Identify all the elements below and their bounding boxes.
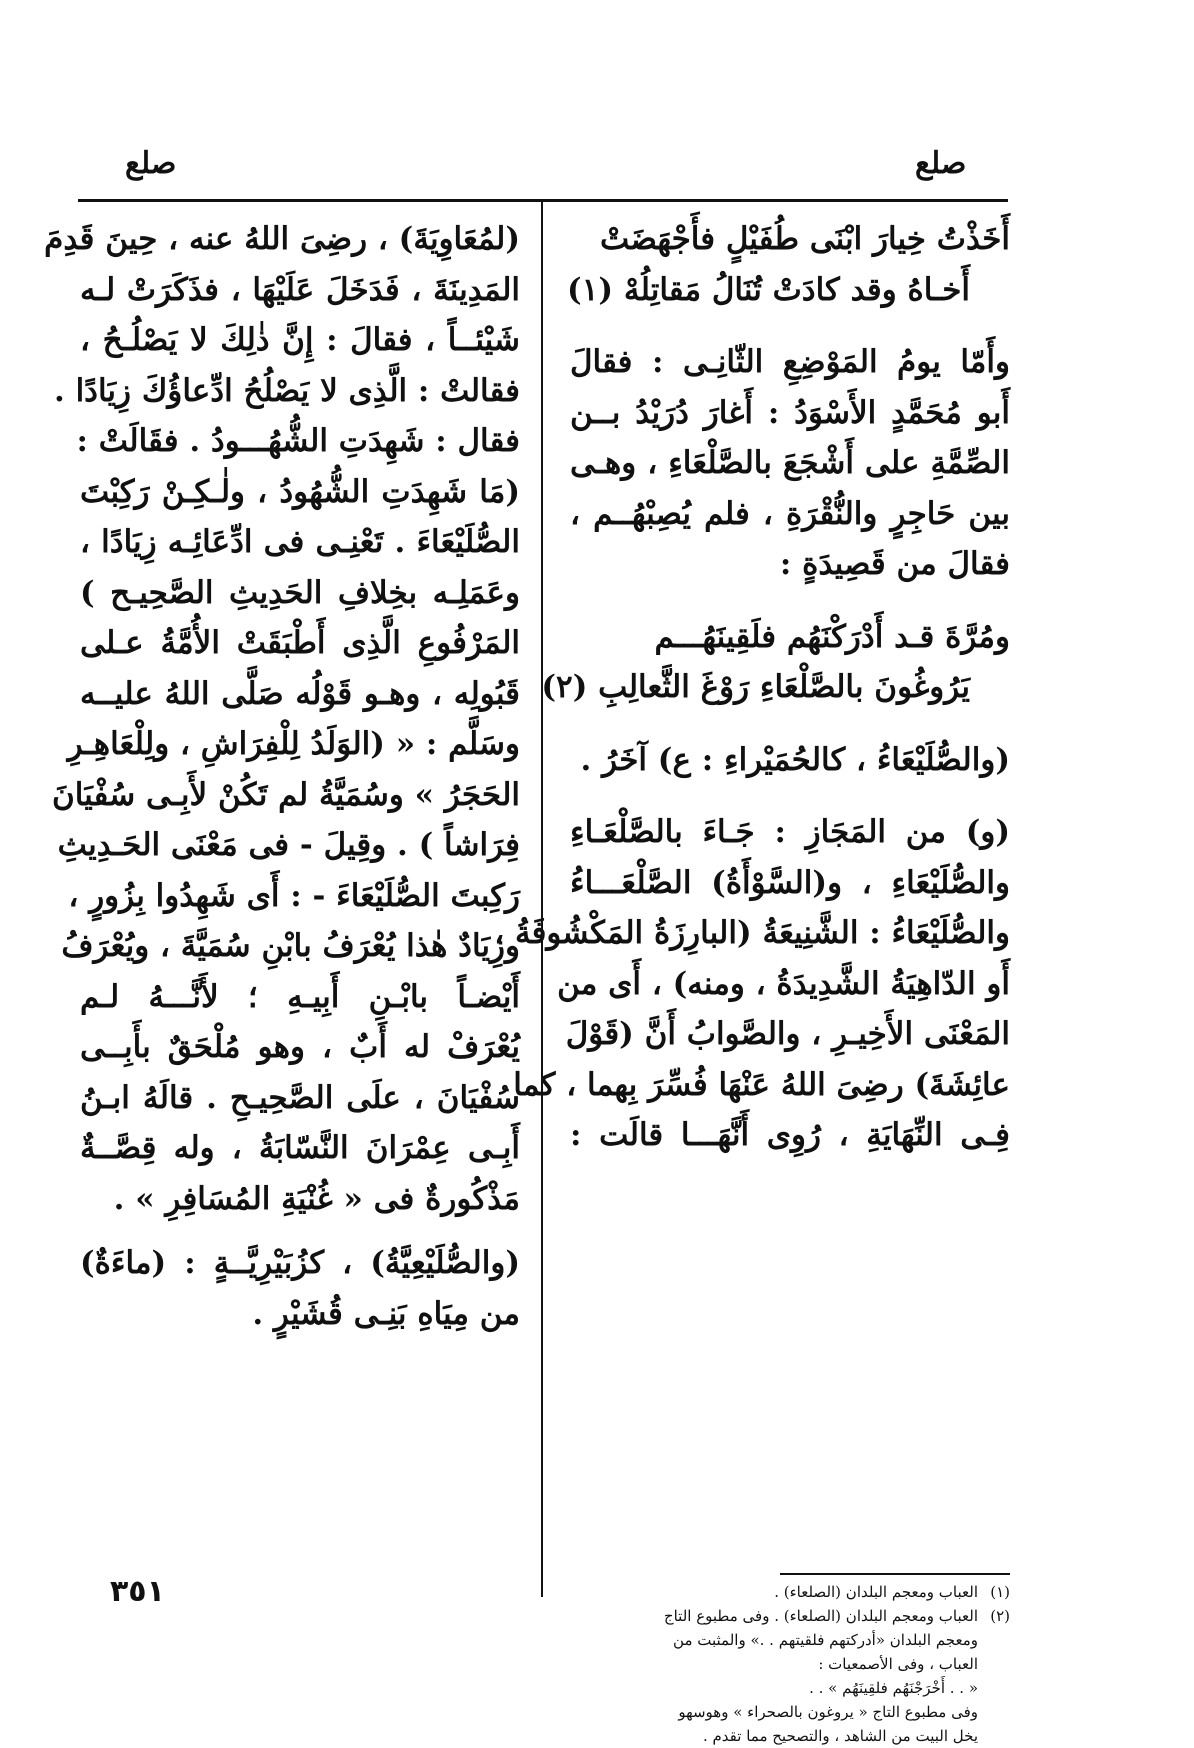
text-line: قَبُولِه ، وهـو قَوْلُه صَلَّى اللهُ عليــه (80, 675, 520, 712)
footnote-text: « . . أَخْرَجْنَهُم فلقِينَهُم » . . (809, 1679, 978, 1697)
header-rule (78, 199, 1008, 202)
text-line: الصُّلَيْعَاءَ . تَعْنِـى فى ادِّعَائِـه زِيَادًا ، (80, 524, 520, 560)
spacer (570, 590, 1010, 612)
text-line: فِـى النِّهَايَةِ ، رُوِى أَنَّهَـــا قالَت : (570, 1117, 1010, 1153)
spacer (80, 1224, 520, 1238)
text-line: المَعْنَى الأَخِيـرِ ، والصَّوابُ أَنَّ (قَوْلَ (565, 1016, 1010, 1052)
footnote-line (570, 1604, 1010, 1628)
text-line: وزِيَادٌ هٰذا يُعْرَفُ بابْنِ سُمَيَّةَ ، ويُعْرَفُ (61, 928, 520, 964)
right-column (494, 214, 1010, 1161)
footnote-text: العباب ومعجم البلدان (الصلعاء) . وفى مطبوع التاج (663, 1607, 978, 1625)
verse-line: أَخَذْتُ خِيارَ ابْنَى طُفَيْلٍ فأَجْهَضَتْ (600, 221, 1010, 257)
text-line: أَيْضـاً بابْـنِ أَبِيـهِ ؛ لأَنَّـــهُ لـم (80, 978, 520, 1015)
text-line: أَبو مُحَمَّدٍ الأَسْوَدُ : أَغارَ دُرَيْدُ بــن (570, 394, 1010, 431)
footnote-text: وفى مطبوع التاج « يروغون بالصحراء » وهوسهو (678, 1703, 978, 1721)
footnote-line (570, 1700, 1010, 1724)
text-line: شَيْئــاً ، فقالَ : إِنَّ ذٰلِكَ لا يَصْلُـحُ ، (80, 322, 520, 358)
footnote-line (570, 1652, 1010, 1676)
text-line: (لمُعَاوِيَةَ) ، رضِىَ اللهُ عنه ، حِينَ قَدِمَ (44, 221, 520, 257)
text-line: عائِشَةَ) رضِىَ اللهُ عَنْهَا فُسِّرَ بِهما ، كما (513, 1066, 1010, 1103)
footnote-rule (780, 1573, 1010, 1575)
text-line: فقالتْ : الَّذِى لا يَصْلُحُ ادِّعاؤُكَ زِيَادًا . (53, 372, 520, 409)
text-line: فقال : شَهِدَتِ الشُّهُـــودُ . فقَالَتْ : (76, 423, 520, 459)
text-line: وسَلَّم : « (الوَلَدُ لِلْفِرَاشِ ، ولِلْعَاهِـرِ (67, 726, 520, 762)
text-line: والصُّلَيْعَاءُ : الشَّنِيعَةُ (البارِزَةُ المَكْشُوفَةُ ، (494, 915, 1010, 951)
text-line: أَو الدّاهِيَةُ الشَّدِيدَةُ ، ومنه) ، أَى من (557, 965, 1010, 1002)
spacer (570, 713, 1010, 735)
text-line: المَرْفُوعِ الَّذِى أَطْبَقَتْ الأُمَّةُ عـلى (80, 625, 520, 661)
text-line: المَدِينَةَ ، فَدَخَلَ عَلَيْهَا ، فذَكَرَتْ لـه (80, 271, 520, 308)
spacer (570, 315, 1010, 337)
verse-line: ومُرَّةَ قـد أَدْرَكْنَهُم فلَقِينَهُـــم (654, 618, 1010, 655)
text-line: (والصُّلَيْعِيَّةُ) ، كزُبَيْرِيَّــةٍ : (ماءَةٌ) (80, 1245, 520, 1281)
footnote-number: (٢) (990, 1607, 1010, 1625)
text-line: سُفْيَانَ ، علَى الصَّحِيـحِ . قالَهُ ابـنُ (80, 1079, 520, 1116)
text-line: الحَجَرُ » وسُمَيَّةُ لم تَكُنْ لأَبِـى سُفْيَانَ (51, 776, 520, 813)
left-column (44, 214, 520, 1339)
text-line: أَبِـى عِمْرَانَ النَّسّابَةُ ، وله قِصَّــةٌ (80, 1130, 520, 1166)
text-line: الصِّمَّةِ على أَشْجَعَ بالصَّلْعَاءِ ، وهـى (570, 445, 1010, 481)
footnotes (570, 1580, 1010, 1748)
footnote-text: يخل البيت من الشاهد ، والتصحيح مما تقدم . (702, 1727, 978, 1745)
header-right-word: صلع (915, 146, 967, 181)
text-line: (والصُّلَيْعَاءُ ، كالحُمَيْراءِ : ع) آخَرُ . (580, 741, 1010, 778)
text-line: يُعْرَفْ له أَبٌ ، وهو مُلْحَقٌ بأَبِــى (80, 1029, 520, 1065)
text-line: بين حَاجِرٍ والنُّقْرَةِ ، فلم يُصِبْهُــم ، (570, 495, 1010, 532)
text-line: وعَمَلِـه بخِلافِ الحَدِيثِ الصَّحِيـح ) (80, 574, 520, 611)
footnote-line (570, 1580, 1010, 1604)
page-number: ٣٥١ (110, 1574, 165, 1609)
text-line: فقالَ من قَصِيدَةٍ : (779, 546, 1010, 582)
text-line: (مَا شَهِدَتِ الشُّهُودُ ، ولٰـكِـنْ رَكِبْتَ (80, 473, 520, 510)
column-divider (541, 202, 543, 1597)
text-line: (و) من المَجَازِ : جَـاءَ بالصَّلْعَـاءِ (570, 814, 1010, 850)
text-line: رَكِبتَ الصُّلَيْعَاءَ - : أَى شَهِدُوا بِزُورٍ ، (68, 877, 520, 914)
footnote-line (570, 1724, 1010, 1748)
text-line: فِرَاشاً ) . وقِيلَ - فى مَعْنَى الحَـدِيثِ (57, 827, 520, 863)
text-line: والصُّلَيْعَاءِ ، و(السَّوْأَةُ) الصَّلْعَـــاءُ (570, 864, 1010, 901)
verse-line: أَخـاهُ وقد كادَتْ تُنَالُ مَقاتِلُهْ (١) (567, 271, 970, 308)
spacer (570, 785, 1010, 807)
footnote-text: العباب ومعجم البلدان (الصلعاء) . (774, 1583, 978, 1601)
text-line: مَذْكُورةٌ فى « غُنْيَةِ المُسَافِرِ » . (113, 1180, 520, 1217)
footnote-line (570, 1628, 1010, 1652)
footnote-text: ومعجم البلدان «أدركتهم فلقيتهم . .» والمثبت من (673, 1631, 978, 1649)
footnote-line (570, 1676, 1010, 1700)
text-line: وأَمّا يومُ المَوْضِعِ الثّانِـى : فقالَ (570, 344, 1010, 380)
verse-line: يَرُوغُونَ بالصَّلْعَاءِ رَوْغَ الثَّعالِبِ (٢) (541, 669, 970, 705)
footnote-number: (١) (990, 1583, 1010, 1601)
text-line: من مِيَاهِ بَنِـى قُشَيْرٍ . (252, 1295, 520, 1332)
header-left-word: صلع (125, 146, 177, 181)
footnote-text: العباب ، وفى الأصمعيات : (818, 1655, 978, 1673)
